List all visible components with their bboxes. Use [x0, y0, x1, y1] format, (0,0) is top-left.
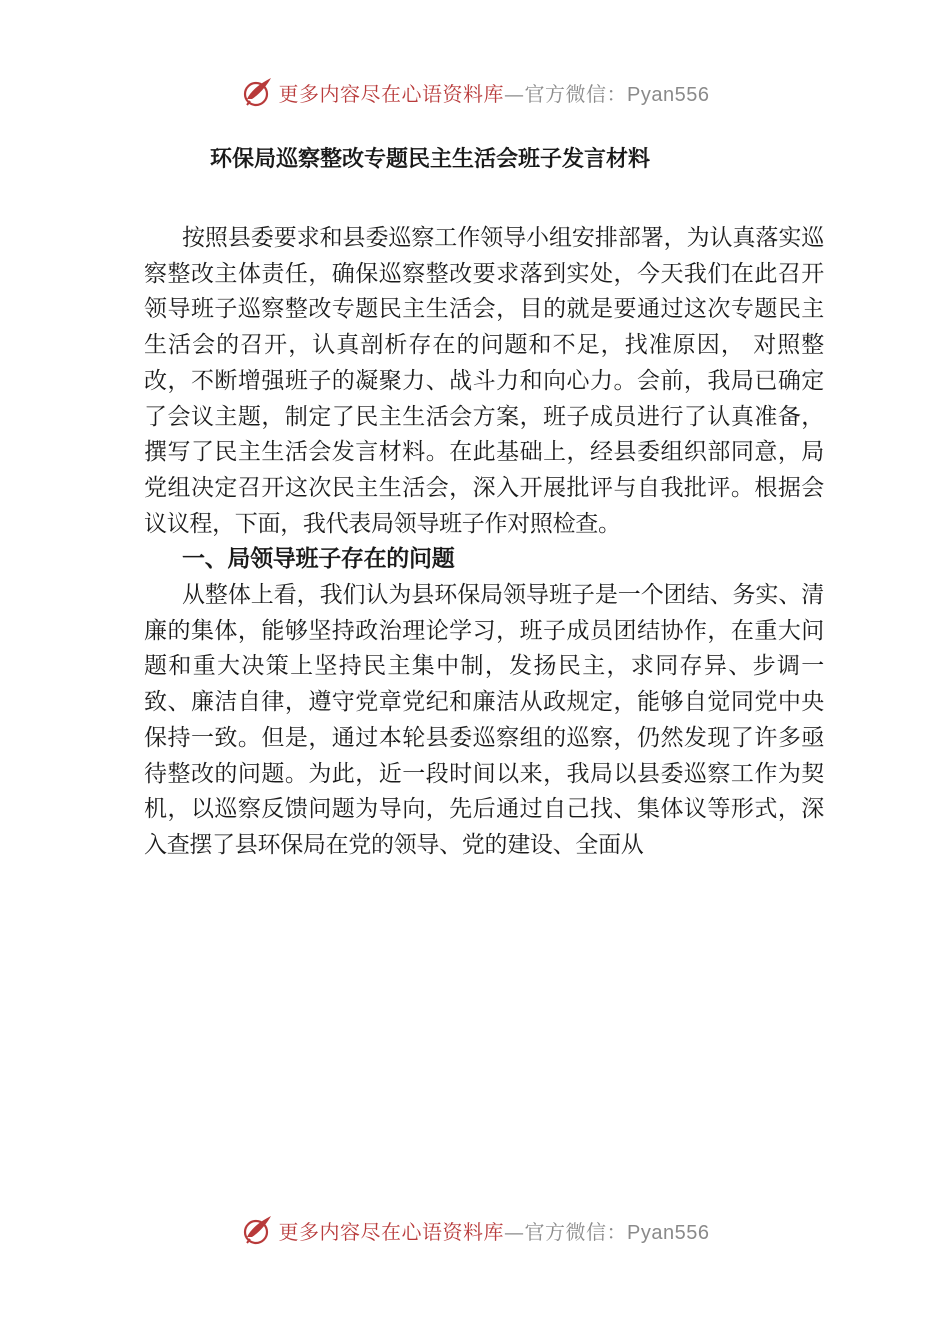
document-title: 环保局巡察整改专题民主生活会班子发言材料: [209, 147, 650, 172]
banner-wechat-label: 官方微信：: [524, 81, 628, 106]
banner-wechat-id: Pyan556: [627, 1221, 710, 1244]
document-body: [144, 221, 824, 864]
banner-wechat-id: Pyan556: [627, 83, 710, 106]
footer-banner: [0, 1210, 950, 1250]
section-heading: 一、局领导班子存在的问题: [182, 546, 455, 573]
quill-logo-icon: [241, 1213, 275, 1247]
paragraph-intro: 按照县委要求和县委巡察工作领导小组安排部署，为认真落实巡察整改主体责任，确保巡察整改要求落到实处，今天我们在此召开领导班子巡察整改专题民主生活会，目的就是要通过这次专题民主生活会的召开，认真剖析存在的问题和不足，找准原因， 对照整改，不断增强班子的凝聚力、战斗力和向心力。会前，我局已确定了会议主题，制定了民主生活会方案，班子成员进行了认真准备，撰写了民主生活会发言材料。在此基础上，经县委组织部同意，局党组决定召开这次民主生活会，深入开展批评与自我批评。根据会议议程，下面，我代表局领导班子作对照检查。: [144, 225, 824, 537]
quill-logo-icon: [241, 75, 275, 109]
paragraph-overview: 从整体上看，我们认为县环保局领导班子是一个团结、务实、清廉的集体，能够坚持政治理论学习，班子成员团结协作，在重大问题和重大决策上坚持民主集中制，发扬民主，求同存异、步调一致、廉洁自律，遵守党章党纪和廉洁从政规定，能够自觉同党中央保持一致。但是，通过本轮县委巡察组的巡察，仍然发现了许多亟待整改的问题。为此，近一段时间以来，我局以县委巡察工作为契机，以巡察反馈问题为导向，先后通过自己找、集体议等形式，深入查摆了县环保局在党的领导、党的建设、全面从: [144, 582, 824, 858]
header-banner: [0, 72, 950, 112]
banner-slogan: 更多内容尽在心语资料库: [278, 1219, 505, 1244]
banner-text: [279, 1216, 710, 1245]
banner-separator: —: [504, 1219, 525, 1244]
banner-wechat-label: 官方微信：: [524, 1219, 628, 1244]
banner-separator: —: [504, 81, 525, 106]
banner-slogan: 更多内容尽在心语资料库: [278, 81, 505, 106]
banner-text: [279, 78, 710, 107]
